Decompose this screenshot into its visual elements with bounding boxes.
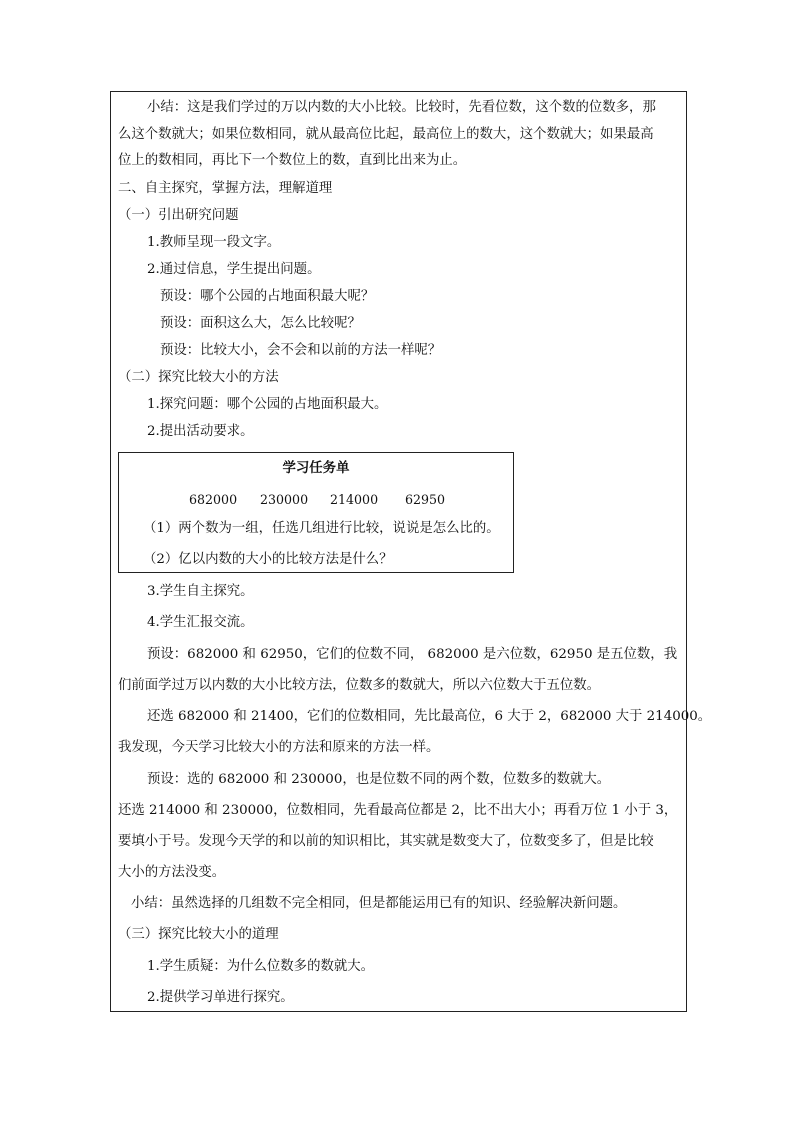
task-question-2: （2）亿以内数的大小的比较方法是什么？ (143, 552, 393, 567)
preset-2: 预设：面积这么大，怎么比较呢？ (160, 316, 361, 331)
part2-step3: 3.学生自主探究。 (147, 584, 254, 599)
paragraph-4-line-1: 还选 214000 和 230000，位数相同，先看最高位都是 2，比不出大小；再看万位 1 小于 3， (118, 803, 678, 818)
task-question-1: （1）两个数为一组，任选几组进行比较，说说是怎么比的。 (143, 521, 500, 536)
preset-paragraph-1-line-1: 预设：682000 和 62950，它们的位数不同， 682000 是六位数，62950 是五位数，我 (147, 647, 678, 662)
paragraph-4-line-2: 要填小于号。发现今天学的和以前的知识相比，其实就是数变大了，位数变多了，但是比较 (118, 834, 654, 849)
task-number: 214000 (330, 492, 379, 507)
paragraph-2-line-1: 还选 682000 和 21400，它们的位数相同，先比最高位，6 大于 2，682000 大于 214000。 (147, 709, 712, 724)
part2-step4: 4.学生汇报交流。 (147, 615, 254, 630)
part2-step1: 1.探究问题：哪个公园的占地面积最大。 (147, 397, 388, 412)
summary-line-3: 位上的数相同，再比下一个数位上的数，直到比出来为止。 (118, 153, 467, 168)
part2-step2: 2.提出活动要求。 (147, 424, 254, 439)
summary-line-2: 么这个数就大；如果位数相同，就从最高位比起，最高位上的数大，这个数就大；如果最高 (118, 127, 654, 142)
part3-step1: 1.学生质疑：为什么位数多的数就大。 (147, 959, 375, 974)
preset-3: 预设：比较大小，会不会和以前的方法一样呢？ (160, 343, 442, 358)
task-number: 682000 (189, 492, 238, 507)
paragraph-4-line-3: 大小的方法没变。 (118, 865, 226, 880)
task-number: 230000 (260, 492, 309, 507)
part2-heading: （二）探究比较大小的方法 (118, 370, 279, 385)
paragraph-2-line-2: 我发现，今天学习比较大小的方法和原来的方法一样。 (118, 740, 440, 755)
summary-line-1: 小结：这是我们学过的万以内数的大小比较。比较时，先看位数，这个数的位数多，那 (147, 100, 656, 115)
section-heading: 二、自主探究，掌握方法，理解道理 (118, 181, 333, 196)
preset-1: 预设：哪个公园的占地面积最大呢？ (160, 289, 375, 304)
task-number: 62950 (405, 492, 446, 507)
part1-heading: （一）引出研究问题 (118, 208, 239, 223)
part1-step2: 2.通过信息，学生提出问题。 (147, 262, 321, 277)
part3-heading: （三）探究比较大小的道理 (118, 927, 279, 942)
preset-paragraph-3: 预设：选的 682000 和 230000，也是位数不同的两个数，位数多的数就大。 (147, 772, 611, 787)
part1-step1: 1.教师呈现一段文字。 (147, 235, 281, 250)
preset-paragraph-1-line-2: 们前面学过万以内数的大小比较方法，位数多的数就大，所以六位数大于五位数。 (118, 678, 601, 693)
task-sheet-title: 学习任务单 (282, 460, 350, 476)
part3-step2: 2.提供学习单进行探究。 (147, 990, 294, 1005)
task-sheet-box (118, 452, 514, 573)
part2-summary: 小结：虽然选择的几组数不完全相同，但是都能运用已有的知识、经验解决新问题。 (131, 896, 627, 911)
